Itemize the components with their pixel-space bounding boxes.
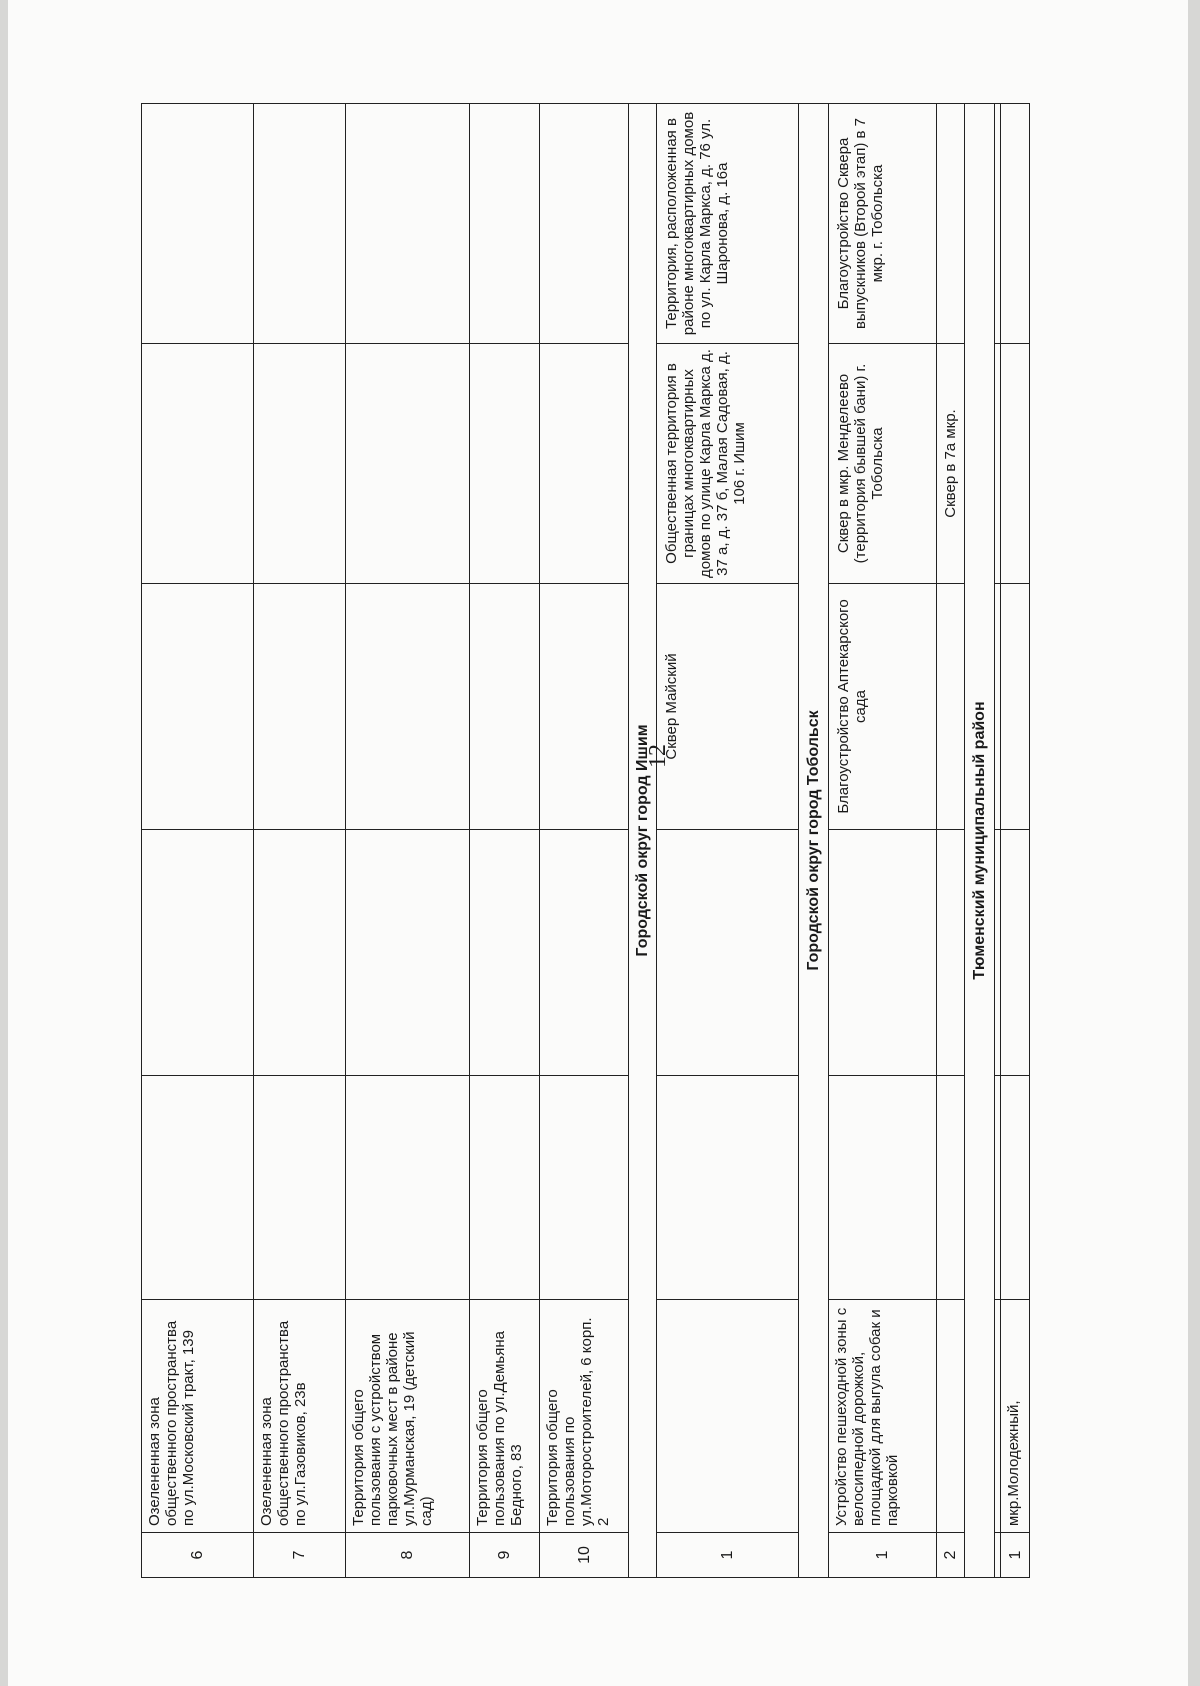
improvement-objects-table: [141, 103, 1030, 1578]
region-header: Городской округ город Ишим: [629, 104, 657, 1578]
row-number: 1: [657, 1533, 799, 1578]
row-number: 1: [1001, 1533, 1030, 1578]
object-name: мкр.Молодежный,: [1001, 1300, 1030, 1533]
object-name: Общественная территория в границах многоквартирных домов по улице Карла Маркса д. 37 а, д. 37 б, Малая Садовая, д. 106 г. Ишим: [657, 344, 799, 584]
object-name: Территория общего пользования с устройством парковочных мест в районе ул.Мурманская, 19 (детский сад): [346, 1300, 470, 1533]
row-number: 1: [829, 1533, 937, 1578]
region-row-tyumen: [965, 104, 995, 1578]
object-name: Территория общего пользования по ул.Демьяна Бедного, 83: [470, 1300, 540, 1533]
table-row: [254, 104, 346, 1578]
row-number: 8: [346, 1533, 470, 1578]
region-header: Тюменский муниципальный район: [965, 104, 995, 1578]
object-name: Благоустройство Сквера выпускников (Второй этап) в 7 мкр. г. Тобольска: [829, 104, 937, 344]
object-name: Территория, расположенная в районе многоквартирных домов по ул. Карла Маркса, д. 76 ул. Шаронова, д. 16а: [657, 104, 799, 344]
table-row: [937, 104, 965, 1578]
object-name: Сквер в мкр. Менделеево (территория бывшей бани) г. Тобольска: [829, 344, 937, 584]
object-name: Озелененная зона общественного пространства по ул.Московский тракт, 139: [142, 1300, 254, 1533]
table-row: [470, 104, 540, 1578]
region-header: Городской округ город Тобольск: [799, 104, 829, 1578]
table-row: [1001, 104, 1030, 1578]
object-name: Устройство пешеходной зоны с велосипедной дорожкой, площадкой для выгула собак и парковкой: [829, 1300, 937, 1533]
row-number: 2: [937, 1533, 965, 1578]
object-name: Озелененная зона общественного пространства по ул.Газовиков, 23в: [254, 1300, 346, 1533]
scan-edge-right: [1188, 0, 1200, 1686]
table-row: [142, 104, 254, 1578]
scan-edge-left: [0, 0, 8, 1686]
object-name: Благоустройство Аптекарского сада: [829, 584, 937, 830]
table-row: [540, 104, 629, 1578]
table-row: [829, 104, 937, 1578]
row-number: 7: [254, 1533, 346, 1578]
row-number: 6: [142, 1533, 254, 1578]
object-name: Сквер в 7а мкр.: [937, 344, 965, 584]
rotated-table-area: [141, 104, 1024, 1578]
region-row-tobolsk: [799, 104, 829, 1578]
region-row-ishim: [629, 104, 657, 1578]
object-name: Территория общего пользования по ул.Моторостроителей, 6 корп. 2: [540, 1300, 629, 1533]
table-sheet: [141, 104, 1024, 1578]
row-number: 10: [540, 1533, 629, 1578]
object-name: Сквер Майский: [657, 584, 799, 830]
table-row: [346, 104, 470, 1578]
row-number: 9: [470, 1533, 540, 1578]
page-number: 12: [645, 744, 671, 768]
table-row: [657, 104, 799, 1578]
